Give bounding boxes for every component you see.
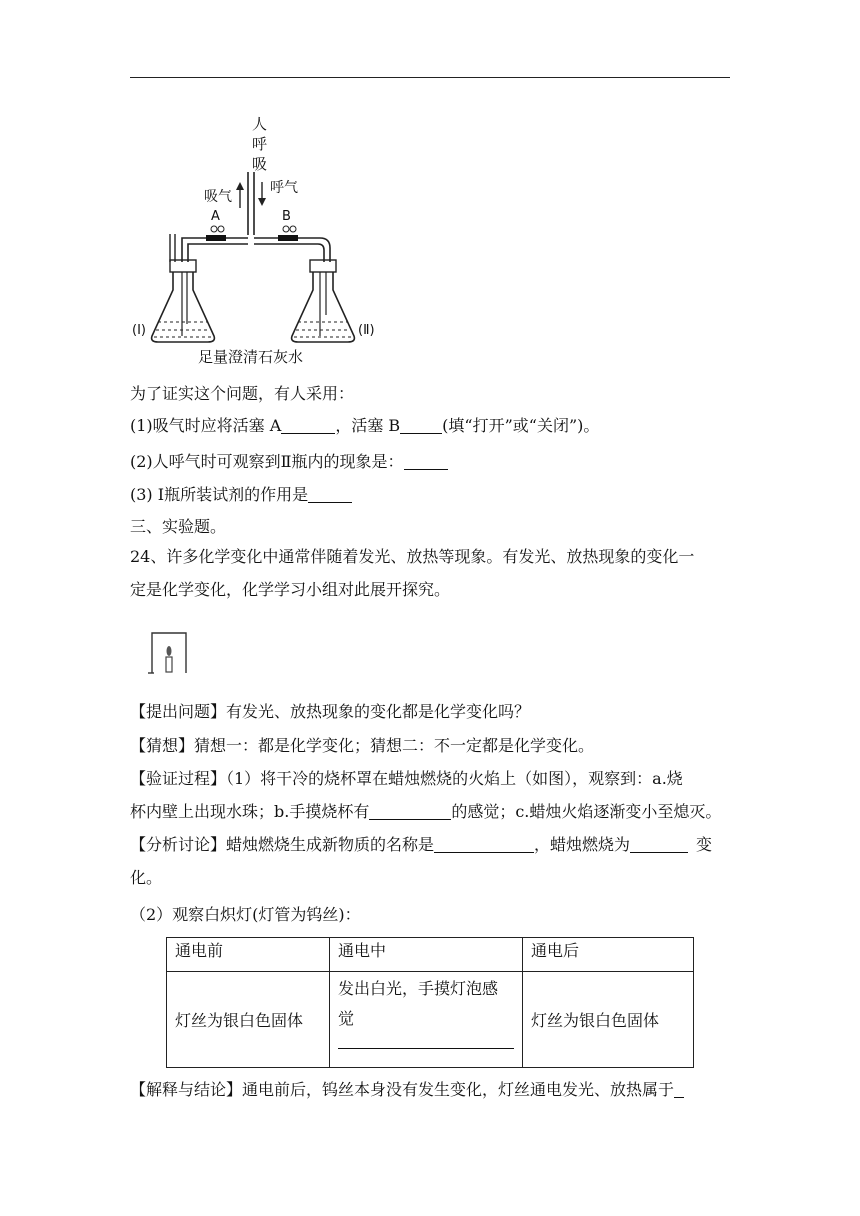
q23-item-3-text: (3) Ⅰ瓶所装试剂的作用是 <box>130 485 309 504</box>
header-rule <box>130 77 730 78</box>
flame-icon <box>167 646 172 656</box>
analysis-a: 【分析讨论】蜡烛燃烧生成新物质的名称是 <box>130 835 435 854</box>
conclusion-text: 【解释与结论】通电前后，钨丝本身没有发生变化，灯丝通电发光、放热属于 <box>130 1080 675 1099</box>
analysis-c: 变 <box>696 835 713 854</box>
q23-intro: 为了证实这个问题，有人采用： <box>130 384 355 403</box>
q23-item-1-pre: (1)吸气时应将活塞 A <box>130 416 282 435</box>
inhale-label: 吸气 <box>204 189 232 205</box>
answer-blank[interactable] <box>630 836 688 853</box>
q24-step-2: （2）观察白炽灯(灯管为钨丝)： <box>130 905 361 924</box>
table-cell-during <box>330 972 523 1068</box>
answer-blank[interactable] <box>338 1034 514 1049</box>
up-arrow-icon <box>236 182 244 190</box>
q24-verify-line-1: 【验证过程】（1）将干冷的烧杯罩在蜡烛燃烧的火焰上（如图），观察到：a.烧 <box>130 769 683 788</box>
answer-blank[interactable] <box>400 417 442 434</box>
q24-hypothesis: 【猜想】猜想一：都是化学变化；猜想二：不一定都是化学变化。 <box>130 736 595 755</box>
person-char-1: 人 <box>252 115 268 133</box>
q24-analysis <box>130 833 712 857</box>
q23-item-1-mid: ，活塞 B <box>335 416 401 435</box>
flask-1-label: (I) <box>132 323 146 338</box>
table-cell-after: 灯丝为银白色固体 <box>523 972 694 1068</box>
answer-blank[interactable] <box>674 1081 684 1098</box>
q24-conclusion <box>130 1078 684 1102</box>
q24-stem-line-1: 24、许多化学变化中通常伴随着发光、放热等现象。有发光、放热现象的变化一 <box>130 547 695 566</box>
q23-item-2 <box>130 450 448 474</box>
candle-icon <box>166 657 172 672</box>
valve-a-label: A <box>211 209 220 224</box>
answer-blank[interactable] <box>308 486 352 503</box>
verify-line-2-a: 杯内壁上出现水珠；b.手摸烧杯有 <box>130 802 370 821</box>
q24-question: 【提出问题】有发光、放热现象的变化都是化学变化吗？ <box>130 702 531 721</box>
valve-b <box>278 235 298 241</box>
answer-blank[interactable] <box>281 417 335 434</box>
table-header: 通电中 <box>330 938 523 972</box>
q24-analysis-line-2: 化。 <box>130 868 163 887</box>
during-line-2: 觉 <box>338 1009 355 1028</box>
answer-blank[interactable] <box>434 836 534 853</box>
respiration-apparatus-diagram <box>130 110 400 370</box>
person-char-3: 吸 <box>252 155 268 173</box>
valve-a <box>206 235 226 241</box>
section-heading: 三、实验题。 <box>130 517 227 536</box>
table-row <box>167 972 694 1068</box>
valve-b-label: B <box>282 209 291 224</box>
q23-item-1-post: (填“打开”或“关闭”)。 <box>442 416 600 435</box>
table-cell-before: 灯丝为银白色固体 <box>167 972 330 1068</box>
table-header: 通电后 <box>523 938 694 972</box>
verify-line-2-b: 的感觉；c.蜡烛火焰逐渐变小至熄灭。 <box>451 802 722 821</box>
q24-stem-line-2: 定是化学变化，化学学习小组对此展开探究。 <box>130 580 451 599</box>
flask-2-label: (Ⅱ) <box>358 323 375 338</box>
answer-blank[interactable] <box>369 803 451 820</box>
down-arrow-icon <box>258 198 266 206</box>
q24-verify-line-2 <box>130 800 721 824</box>
candle-beaker-figure <box>148 631 188 675</box>
table-header: 通电前 <box>167 938 330 972</box>
exhale-label: 呼气 <box>270 180 298 196</box>
q23-item-2-text: (2)人呼气时可观察到Ⅱ瓶内的现象是： <box>130 452 404 471</box>
diagram-caption: 足量澄清石灰水 <box>198 348 304 366</box>
during-line-1: 发出白光，手摸灯泡感 <box>338 979 499 998</box>
answer-blank[interactable] <box>404 453 448 470</box>
q23-item-3 <box>130 483 352 507</box>
analysis-b: ，蜡烛燃烧为 <box>534 835 631 854</box>
q23-item-1 <box>130 414 599 438</box>
person-char-2: 呼 <box>252 135 268 153</box>
observation-table <box>166 937 694 1068</box>
table-header-row <box>167 938 694 972</box>
